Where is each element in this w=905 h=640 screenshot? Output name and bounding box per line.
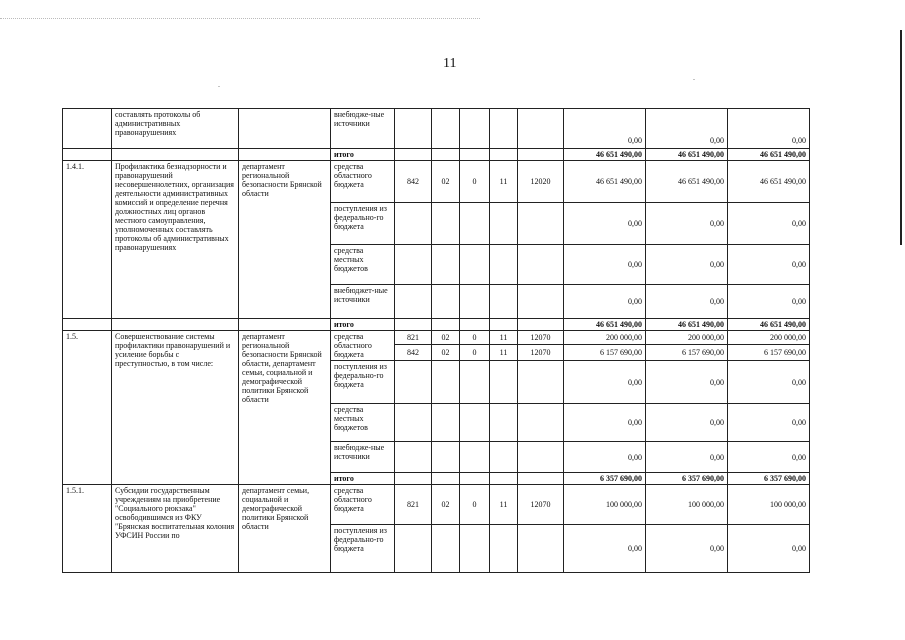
amount-year1: 0,00	[564, 109, 646, 149]
page-number: 11	[443, 56, 457, 71]
row-number	[63, 109, 112, 149]
vr-code: 12070	[518, 331, 564, 345]
scan-artifact-dot: .	[693, 73, 695, 82]
amount-year3: 0,00	[728, 442, 810, 473]
amount-year1: 46 651 490,00	[564, 161, 646, 203]
funding-source: внебюджет-ные источники	[331, 285, 395, 319]
amount-year1: 100 000,00	[564, 485, 646, 525]
table-row	[63, 331, 810, 345]
budget-table	[62, 108, 810, 573]
amount-year1: 6 157 690,00	[564, 344, 646, 360]
executor: департамент региональной безопасности Брянской области, департамент семьи, социальной и демографической политики Брянской области	[239, 331, 331, 485]
amount-year1: 0,00	[564, 361, 646, 404]
vr-code: 12070	[518, 485, 564, 525]
pr-code: 0	[460, 161, 490, 203]
total-year1: 6 357 690,00	[564, 473, 646, 485]
measure-name: Субсидии государственным учреждениям на приобретение "Социального рюкзака" освободившимся из ФКУ "Брянская воспитательная колония УФСИН России по	[112, 485, 239, 573]
amount-year3: 200 000,00	[728, 331, 810, 345]
table-row	[63, 109, 810, 149]
table-row	[63, 161, 810, 203]
grbs-code: 821	[395, 331, 432, 345]
amount-year3: 100 000,00	[728, 485, 810, 525]
row-number: 1.5.1.	[63, 485, 112, 573]
amount-year3: 0,00	[728, 285, 810, 319]
funding-source: средства местных бюджетов	[331, 404, 395, 442]
pr-code: 0	[460, 331, 490, 345]
measure-name: Совершенствование системы профилактики правонарушений и усиление борьбы с преступностью, в том числе:	[112, 331, 239, 485]
vr-code: 12070	[518, 344, 564, 360]
funding-source: средства областного бюджета	[331, 485, 395, 525]
measure-name: Профилактика безнадзорности и правонарушений несовершеннолетних, организация деятельности административных комиссий и определение перечня должностных лиц органов местного самоуправления, уполномоченных составлять протоколы об административных правонарушениях	[112, 161, 239, 319]
total-year1: 46 651 490,00	[564, 319, 646, 331]
rz-code: 02	[432, 344, 460, 360]
amount-year2: 0,00	[646, 361, 728, 404]
amount-year3: 0,00	[728, 203, 810, 245]
funding-source: средства областного бюджета	[331, 331, 395, 361]
funding-source: поступления из федерально-го бюджета	[331, 525, 395, 573]
amount-year2: 200 000,00	[646, 331, 728, 345]
total-year1: 46 651 490,00	[564, 149, 646, 161]
amount-year2: 0,00	[646, 525, 728, 573]
amount-year1: 0,00	[564, 203, 646, 245]
funding-source: поступления из федерально-го бюджета	[331, 361, 395, 404]
rz-code: 02	[432, 331, 460, 345]
amount-year3: 6 157 690,00	[728, 344, 810, 360]
pr-code: 0	[460, 344, 490, 360]
total-year2: 46 651 490,00	[646, 319, 728, 331]
grbs-code: 842	[395, 344, 432, 360]
amount-year2: 0,00	[646, 285, 728, 319]
funding-source: поступления из федерально-го бюджета	[331, 203, 395, 245]
amount-year3: 0,00	[728, 525, 810, 573]
grbs-code: 821	[395, 485, 432, 525]
funding-source: средства областного бюджета	[331, 161, 395, 203]
total-year3: 46 651 490,00	[728, 149, 810, 161]
executor: департамент региональной безопасности Брянской области	[239, 161, 331, 319]
total-label: итого	[331, 149, 395, 161]
amount-year1: 200 000,00	[564, 331, 646, 345]
table-row	[63, 485, 810, 525]
amount-year2: 0,00	[646, 442, 728, 473]
amount-year3: 0,00	[728, 404, 810, 442]
executor	[239, 109, 331, 149]
csr-code: 11	[490, 485, 518, 525]
total-year2: 46 651 490,00	[646, 149, 728, 161]
funding-source: средства местных бюджетов	[331, 245, 395, 285]
rz-code: 02	[432, 161, 460, 203]
funding-source: внебюдже-ные источники	[331, 109, 395, 149]
amount-year3: 0,00	[728, 245, 810, 285]
csr-code: 11	[490, 331, 518, 345]
row-number: 1.5.	[63, 331, 112, 485]
total-row	[63, 319, 810, 331]
scan-artifact-line	[0, 18, 480, 19]
amount-year2: 6 157 690,00	[646, 344, 728, 360]
amount-year1: 0,00	[564, 525, 646, 573]
csr-code: 11	[490, 344, 518, 360]
rz-code: 02	[432, 485, 460, 525]
amount-year2: 46 651 490,00	[646, 161, 728, 203]
funding-source: внебюдже-ные источники	[331, 442, 395, 473]
amount-year1: 0,00	[564, 404, 646, 442]
total-label: итого	[331, 473, 395, 485]
total-label: итого	[331, 319, 395, 331]
total-row	[63, 149, 810, 161]
amount-year2: 0,00	[646, 245, 728, 285]
measure-name: составлять протоколы об административных правонарушениях	[112, 109, 239, 149]
executor: департамент семьи, социальной и демографической политики Брянской области	[239, 485, 331, 573]
amount-year3: 46 651 490,00	[728, 161, 810, 203]
amount-year2: 100 000,00	[646, 485, 728, 525]
amount-year2: 0,00	[646, 404, 728, 442]
amount-year1: 0,00	[564, 285, 646, 319]
row-number: 1.4.1.	[63, 161, 112, 319]
amount-year3: 0,00	[728, 361, 810, 404]
amount-year3: 0,00	[728, 109, 810, 149]
scan-artifact-dot: .	[218, 80, 220, 89]
pr-code: 0	[460, 485, 490, 525]
scan-edge-mark	[900, 30, 902, 245]
total-year3: 6 357 690,00	[728, 473, 810, 485]
total-year2: 6 357 690,00	[646, 473, 728, 485]
amount-year2: 0,00	[646, 109, 728, 149]
grbs-code: 842	[395, 161, 432, 203]
amount-year2: 0,00	[646, 203, 728, 245]
vr-code: 12020	[518, 161, 564, 203]
csr-code: 11	[490, 161, 518, 203]
total-year3: 46 651 490,00	[728, 319, 810, 331]
amount-year1: 0,00	[564, 442, 646, 473]
amount-year1: 0,00	[564, 245, 646, 285]
